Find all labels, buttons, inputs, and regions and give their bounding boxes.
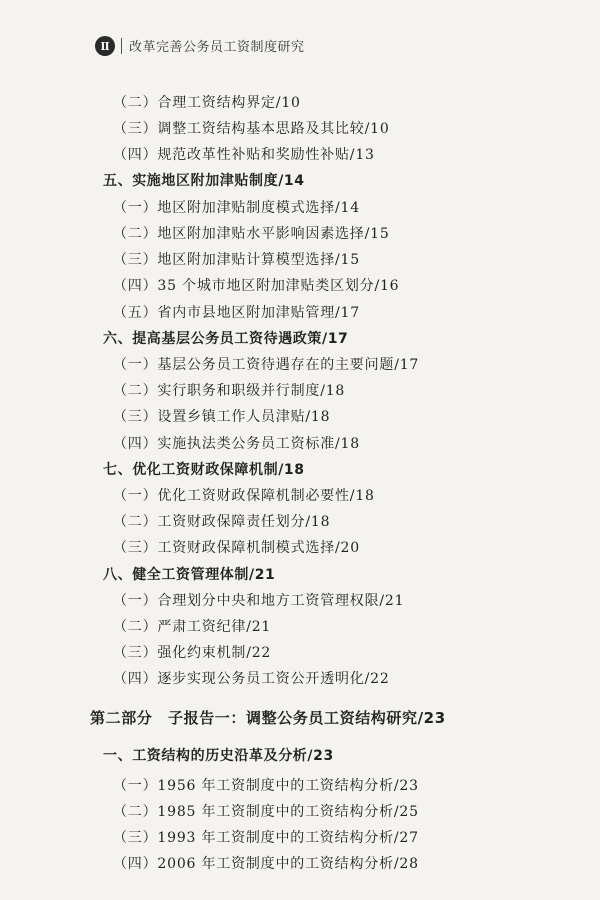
toc-subsection-item: （一）1956 年工资制度中的工资结构分析/23 (113, 778, 419, 794)
toc-subsection-item: （四）2006 年工资制度中的工资结构分析/28 (113, 856, 419, 872)
toc-subsection-item: （四）规范改革性补贴和奖励性补贴/13 (113, 147, 375, 163)
toc-subsection-item: （三）调整工资结构基本思路及其比较/10 (113, 121, 390, 137)
toc-subsection-item: （三）1993 年工资制度中的工资结构分析/27 (113, 830, 419, 846)
toc-subsection-item: （二）合理工资结构界定/10 (113, 95, 301, 111)
page-number-badge: Ⅱ (95, 36, 115, 56)
toc-subsection-item: （二）严肃工资纪律/21 (113, 619, 272, 635)
header-divider (121, 38, 122, 54)
toc-subsection-item: （三）工资财政保障机制模式选择/20 (113, 540, 360, 556)
running-header (0, 0, 600, 62)
toc-section-heading: 六、提高基层公务员工资待遇政策/17 (103, 331, 349, 347)
toc-subsection-item: （一）地区附加津贴制度模式选择/14 (113, 200, 360, 216)
toc-section-heading: 八、健全工资管理体制/21 (103, 567, 276, 583)
running-header-title: 改革完善公务员工资制度研究 (129, 40, 305, 55)
toc-subsection-item: （二）地区附加津贴水平影响因素选择/15 (113, 226, 390, 242)
toc-part-heading: 第二部分 子报告一：调整公务员工资结构研究/23 (90, 709, 446, 727)
toc-subsection-item: （五）省内市县地区附加津贴管理/17 (113, 305, 360, 321)
toc-subsection-item: （四）35 个城市地区附加津贴类区划分/16 (113, 278, 400, 294)
toc-subsection-item: （一）合理划分中央和地方工资管理权限/21 (113, 593, 405, 609)
toc-section-heading: 一、工资结构的历史沿革及分析/23 (103, 748, 334, 764)
toc-subsection-item: （三）强化约束机制/22 (113, 645, 272, 661)
toc-subsection-item: （四）实施执法类公务员工资标准/18 (113, 436, 360, 452)
toc-subsection-item: （三）设置乡镇工作人员津贴/18 (113, 409, 331, 425)
toc-subsection-item: （一）优化工资财政保障机制必要性/18 (113, 488, 375, 504)
toc-subsection-item: （二）1985 年工资制度中的工资结构分析/25 (113, 804, 419, 820)
toc-subsection-item: （二）工资财政保障责任划分/18 (113, 514, 331, 530)
toc-subsection-item: （二）实行职务和职级并行制度/18 (113, 383, 346, 399)
toc-subsection-item: （三）地区附加津贴计算模型选择/15 (113, 252, 360, 268)
toc-subsection-item: （四）逐步实现公务员工资公开透明化/22 (113, 671, 390, 687)
toc-subsection-item: （一）基层公务员工资待遇存在的主要问题/17 (113, 357, 420, 373)
toc-section-heading: 七、优化工资财政保障机制/18 (103, 462, 305, 478)
toc-section-heading: 五、实施地区附加津贴制度/14 (103, 173, 305, 189)
